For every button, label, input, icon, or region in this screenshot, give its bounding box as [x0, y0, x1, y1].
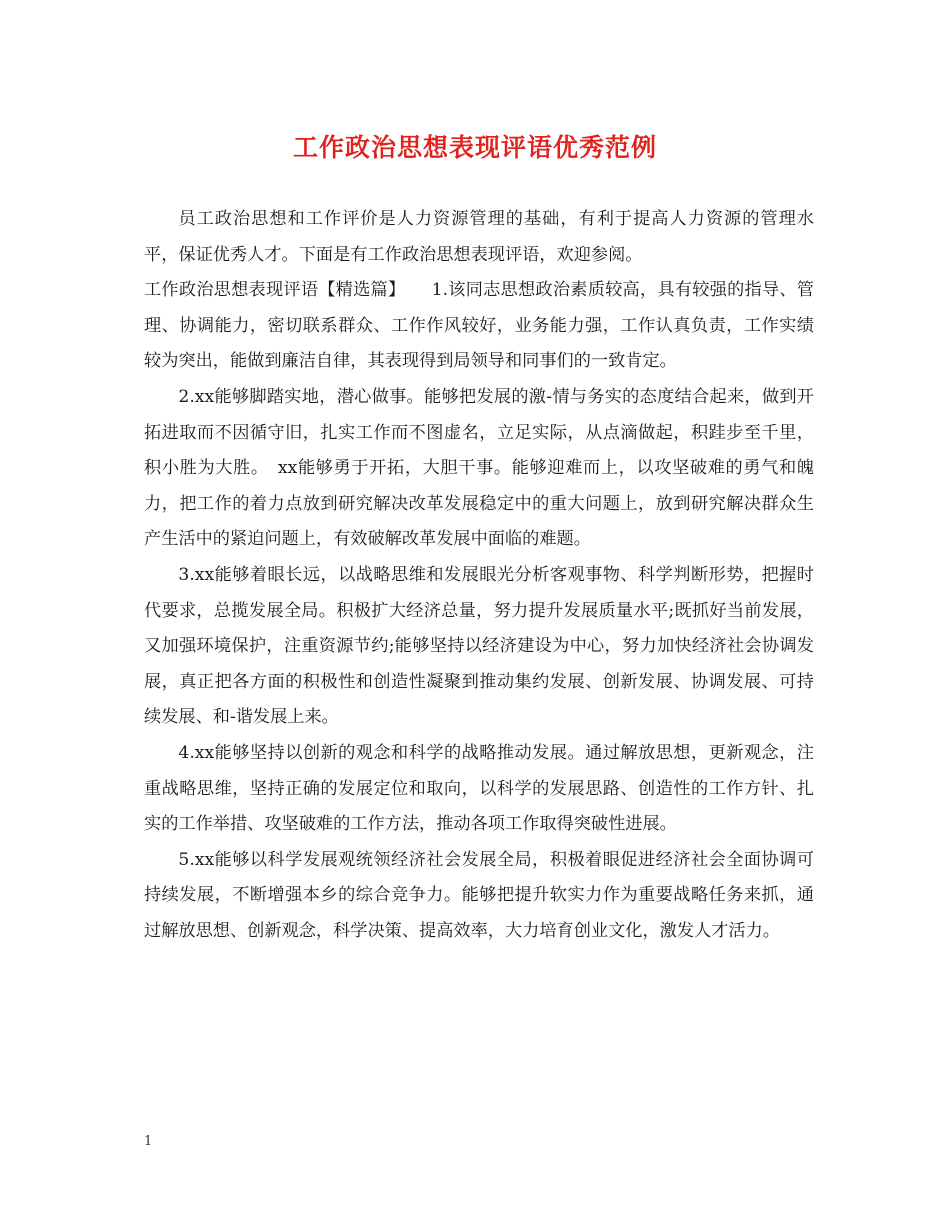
paragraph-item-1: 工作政治思想表现评语【精选篇】 1.该同志思想政治素质较高，具有较强的指导、管理、协调能力，密切联系群众、工作作风较好，业务能力强，工作认真负责，工作实绩较为突出，能做到廉洁自律，其表现得到局领导和同事们的一致肯定。 [144, 280, 814, 372]
page-number: 1 [144, 1134, 153, 1149]
paragraph-item-2: 2.xx能够脚踏实地，潜心做事。能够把发展的激-情与务实的态度结合起来，做到开拓进取而不因循守旧，扎实工作而不图虚名，立足实际，从点滴做起，积跬步至千里，积小胜为大胜。 xx能够勇于开拓，大胆干事。能够迎难而上，以攻坚破难的勇气和魄力，把工作的着力点放到研究解决改革发展稳定中的重大问题上，放到研究解决群众生产生活中的紧迫问题上，有效破解改革发展中面临的难题。 [144, 386, 814, 550]
document-title: 工作政治思想表现评语优秀范例 [292, 133, 657, 162]
paragraph-intro: 员工政治思想和工作评价是人力资源管理的基础，有利于提高人力资源的管理水平，保证优秀人才。下面是有工作政治思想表现评语，欢迎参阅。 [144, 209, 814, 265]
paragraph-item-4: 4.xx能够坚持以创新的观念和科学的战略推动发展。通过解放思想，更新观念，注重战略思维，坚持正确的发展定位和取向，以科学的发展思路、创造性的工作方针、扎实的工作举措、攻坚破难的工作方法，推动各项工作取得突破性进展。 [144, 742, 814, 835]
document-body [144, 202, 814, 949]
paragraph-item-3: 3.xx能够着眼长远，以战略思维和发展眼光分析客观事物、科学判断形势，把握时代要求，总揽发展全局。积极扩大经济总量，努力提升发展质量水平;既抓好当前发展，又加强环境保护，注重资源节约;能够坚持以经济建设为中心，努力加快经济社会协调发展，真正把各方面的积极性和创造性凝聚到推动集约发展、创新发展、协调发展、可持续发展、和-谐发展上来。 [144, 564, 814, 728]
paragraph-item-5: 5.xx能够以科学发展观统领经济社会发展全局，积极着眼促进经济社会全面协调可持续发展，不断增强本乡的综合竞争力。能够把提升软实力作为重要战略任务来抓，通过解放思想、创新观念，科学决策、提高效率，大力培育创业文化，激发人才活力。 [144, 849, 814, 941]
